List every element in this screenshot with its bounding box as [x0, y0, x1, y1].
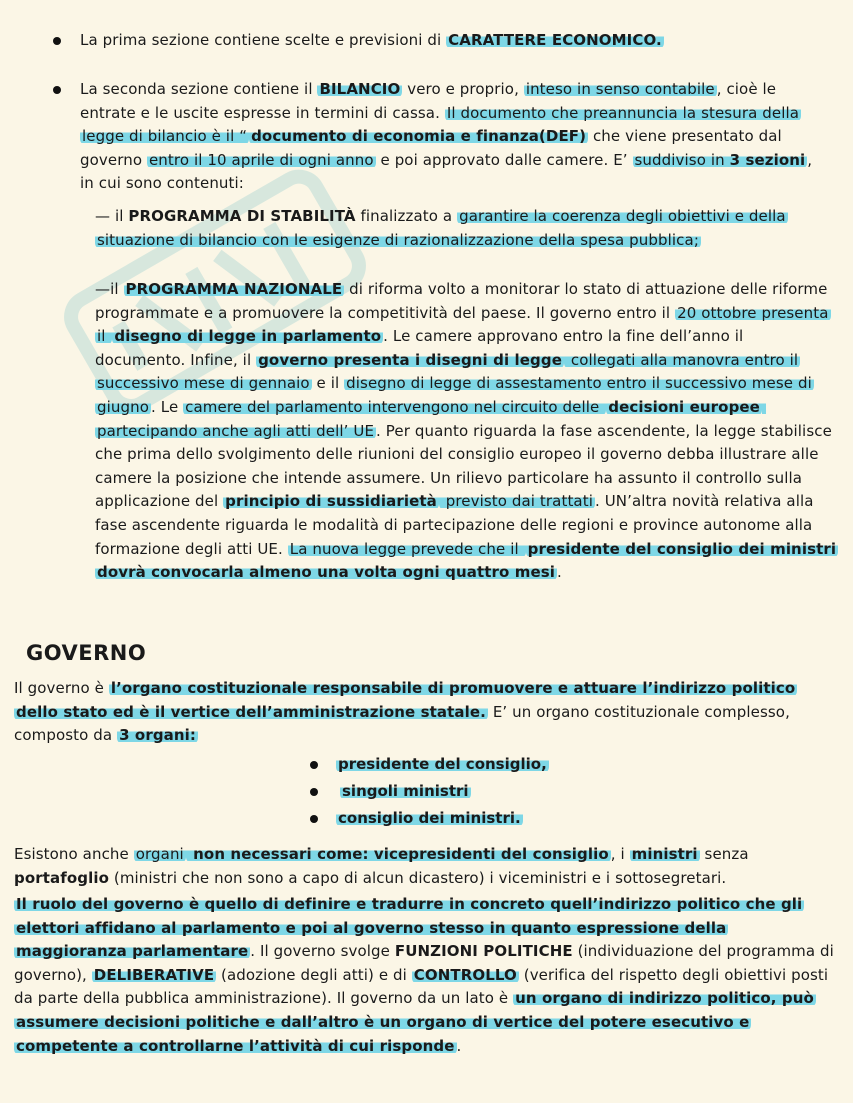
text-span: —il	[95, 280, 124, 298]
text-span: (adozione degli atti) e di	[216, 965, 412, 984]
text-span: , in cui sono contenuti:	[80, 150, 813, 193]
bold-span: governo presenta i disegni di legge	[258, 350, 562, 369]
text-span: finalizzato a	[355, 207, 458, 225]
organ-list	[310, 752, 549, 833]
text-span: e poi approvato dalle camere. E’	[375, 150, 633, 169]
text-span: (individuazione del programma di governo),	[14, 942, 834, 984]
text-span: Esistono anche	[14, 845, 134, 863]
text-span: . UN’altra novità relativa alla fase ascendente riguarda le modalità di partecipazione delle regioni e province autonome alla formazione degli atti UE.	[95, 492, 814, 558]
text-span: , cioè le entrate e le uscite espresse in termini di cassa.	[80, 80, 777, 122]
text-span: vero e proprio,	[402, 80, 524, 98]
bold-span: Il ruolo del governo è quello di definire e tradurre in concreto quell’indirizzo politico che gli elettori affidano al parlamento e poi al governo stesso in quanto espressione della maggioranza parlamentare	[16, 895, 803, 961]
highlight-span: previsto dai trattati	[440, 492, 593, 511]
text-span: suddiviso in	[634, 150, 730, 169]
organ-label: singoli ministri	[342, 782, 469, 800]
bullet-dot-icon	[53, 37, 61, 45]
highlight-span	[633, 151, 808, 169]
text-span: senza	[699, 845, 749, 863]
list-item	[310, 752, 549, 779]
bullet-dot-icon	[310, 788, 318, 796]
highlight-span: inteso in senso contabile	[525, 80, 715, 98]
text-span: E’ un organo costituzionale complesso, composto da	[14, 702, 790, 745]
bullet-2	[80, 78, 820, 196]
text-span: . Il governo svolge	[250, 942, 395, 961]
highlight-span: 20 ottobre presenta il	[97, 303, 829, 346]
text-span: — il	[95, 207, 129, 225]
bold-span: l’organo costituzionale responsabile di promuovere e attuare l’indirizzo politico dello stato ed è il vertice dell’amministrazione statale.	[16, 679, 796, 721]
organ-label: consiglio dei ministri.	[338, 809, 521, 827]
governo-paragraph-3	[14, 893, 842, 1058]
def-term: documento di economia e finanza(DEF)	[251, 127, 587, 146]
text-span: . Le	[151, 397, 184, 416]
bullet-dot-icon	[53, 86, 61, 94]
highlight-span: camere del parlamento intervengono nel circuito delle	[185, 397, 605, 416]
bullet-1	[80, 29, 820, 53]
bold-span: DELIBERATIVE	[93, 965, 215, 984]
bullet-dot-icon	[310, 761, 318, 769]
text-span: . Per quanto riguarda la fase ascendente, la legge stabilisce che prima dello svolgimento delle riunioni del consiglio europeo il governo debba illustrare alle camere la posizione che intende assumere. Un rilievo particolare ha assunto il controllo sulla applicazione del	[95, 421, 832, 511]
bold-span: decisioni europee	[608, 397, 760, 416]
list-item	[310, 806, 549, 833]
text-span: (verifica del rispetto degli obiettivi posti da parte della pubblica amministrazione). Il governo da un lato è	[14, 965, 829, 1008]
text-span: , i	[610, 845, 630, 863]
text-span: Il governo è	[14, 679, 109, 697]
bold-span: disegno di legge in parlamento	[114, 327, 382, 346]
bold-span: PROGRAMMA DI STABILITÀ	[128, 207, 356, 225]
highlight-span: La nuova legge prevede che il	[289, 539, 524, 558]
bold-span: non necessari come: vicepresidenti del consiglio	[187, 845, 609, 863]
text-span: e il	[311, 374, 345, 393]
highlight-span: organi	[135, 845, 184, 863]
bold-span: un organo di indirizzo politico, può assumere decisioni politiche e dall’altro è un organo di vertice del potere esecutivo e competente a controllarne l’attività di cui risponde	[16, 989, 814, 1055]
bullet-dot-icon	[310, 815, 318, 823]
bold-span: 3 sezioni	[729, 150, 806, 169]
highlight-span: disegno di legge di assestamento entro il successivo mese di giugno	[97, 374, 812, 416]
bullet-1-text: La prima sezione contiene scelte e previsioni di	[80, 31, 447, 49]
governo-paragraph-1	[14, 677, 839, 748]
programma-stabilita-item	[95, 205, 825, 252]
highlight-span: Il documento che preannuncia la stesura della legge di bilancio è il “	[82, 103, 800, 146]
bullet-1-highlight: CARATTERE ECONOMICO.	[448, 31, 662, 49]
bold-span: principio di sussidiarietà	[225, 492, 437, 511]
governo-paragraph-2	[14, 843, 839, 890]
bold-span: FUNZIONI POLITICHE	[394, 942, 573, 961]
governo-heading: GOVERNO	[26, 641, 147, 665]
text-span: .	[557, 563, 562, 582]
list-item	[310, 779, 549, 806]
bold-span: CONTROLLO	[413, 965, 517, 984]
text-span: . Le camere approvano entro la fine dell’anno il documento. Infine, il	[95, 327, 744, 369]
bold-span: portafoglio	[14, 868, 109, 887]
bold-span: 3 organi:	[119, 726, 197, 745]
text-span: La seconda sezione contiene il	[80, 80, 318, 98]
text-span: di riforma volto a monitorar lo stato di attuazione delle riforme programmate e a promuovere la competitività del paese. Il governo entro il	[95, 280, 828, 322]
highlight-span: collegati alla manovra entro il successivo mese di gennaio	[97, 350, 799, 393]
bold-span: presidente del consiglio dei ministri dovrà convocarla almeno una volta ogni quattro mesi	[97, 539, 837, 582]
highlight-span: partecipando anche agli atti dell’ UE	[95, 398, 766, 440]
bold-span: ministri	[631, 845, 698, 863]
programma-nazionale-item	[95, 278, 837, 585]
text-span: che viene presentato dal governo	[80, 127, 782, 169]
text-span: .	[456, 1036, 462, 1055]
text-span: (ministri che non sono a capo di alcun dicastero) i viceministri e i sottosegretari.	[109, 868, 727, 887]
bilancio-term: BILANCIO	[319, 80, 401, 98]
highlight-span: garantire la coerenza degli obiettivi e della situazione di bilancio con le esigenze di razionalizzazione della spesa pubblica;	[97, 207, 786, 249]
bold-span: PROGRAMMA NAZIONALE	[125, 280, 343, 298]
highlight-span: entro il 10 aprile di ogni anno	[148, 150, 374, 169]
organ-label: presidente del consiglio,	[338, 755, 547, 773]
